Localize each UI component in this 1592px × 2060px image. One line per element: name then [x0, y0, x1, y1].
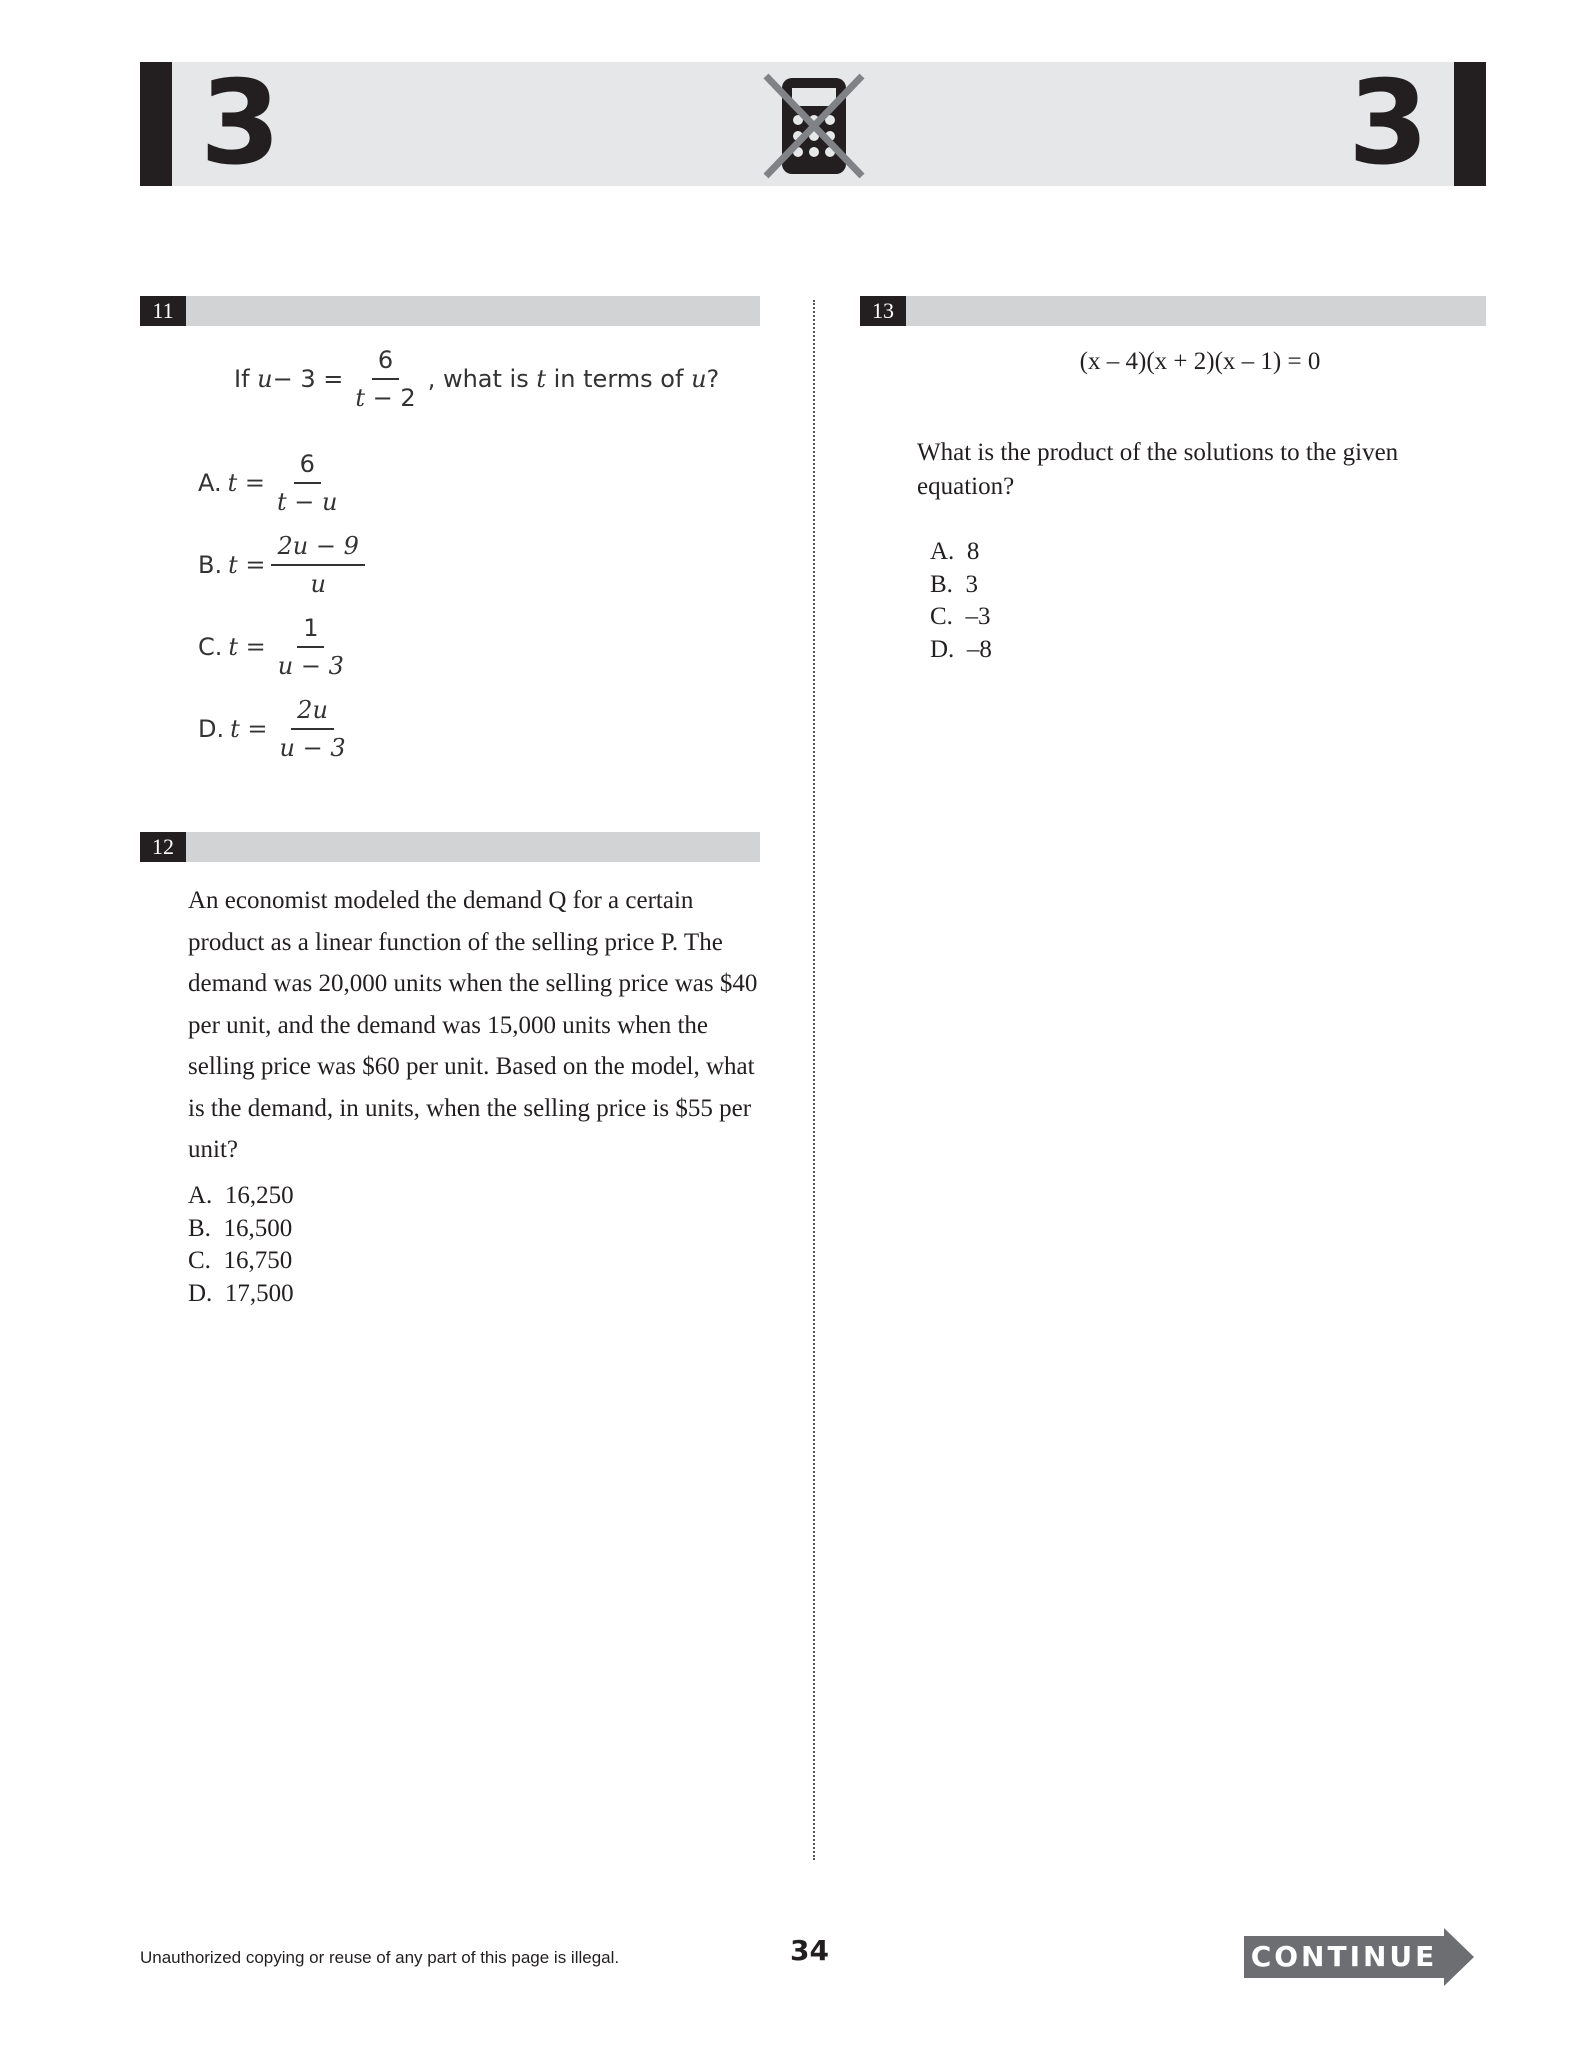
no-calculator-icon	[760, 72, 868, 180]
question-stem: If u − 3 = $\frac{6}{t - 2}$ , what is t in terms of u ?	[234, 346, 720, 412]
question-stem: What is the product of the solutions to the given equation?	[917, 439, 1399, 500]
copyright-notice: Unauthorized copying or reuse of any part of this page is illegal.	[140, 1948, 620, 1967]
stem-fraction: $\frac{6}{t - 2}$	[355, 346, 416, 412]
question-stem: An economist modeled the demand Q for a certain product as a linear function of the selling price P. The demand was 20,000 units when the selling price was $40 per unit, and the demand was 15,000 units when the selling price was $60 per unit. Based on the model, what is the demand, in units, when the selling price is $55 per unit?	[188, 887, 758, 1163]
answer-choice-b[interactable]: B. 16,500	[188, 1214, 293, 1242]
column-divider	[813, 300, 815, 1860]
section-number-right: 3	[1348, 56, 1429, 191]
page-number: 34	[790, 1934, 829, 1967]
answer-choice-a[interactable]: A. t = $\frac{6}{t - u}$	[198, 450, 338, 516]
answer-choice-c[interactable]: C. –3	[930, 603, 991, 630]
answer-choice-b[interactable]: B. t = $\frac{2u - 9}{u}$	[198, 532, 371, 598]
answer-choice-d[interactable]: D. 17,500	[188, 1279, 294, 1307]
continue-button-label[interactable]: CONTINUE	[1250, 1940, 1438, 1973]
question-number: 13	[860, 296, 906, 326]
answer-choices	[188, 1180, 294, 1310]
answer-choice-d[interactable]: D. t = $\frac{2u}{u - 3}$	[198, 696, 346, 762]
question-bar-12	[140, 832, 760, 862]
equation: (x – 4)(x + 2)(x – 1) = 0	[1079, 348, 1321, 375]
header-left-bar	[140, 62, 172, 186]
section-number-left: 3	[200, 56, 281, 191]
answer-choice-a[interactable]: A. 8	[930, 538, 980, 565]
question-number: 12	[140, 832, 186, 862]
header-right-bar	[1454, 62, 1486, 186]
question-number: 11	[140, 296, 186, 326]
question-bar-11	[140, 296, 760, 326]
answer-choice-b[interactable]: B. 3	[930, 570, 978, 598]
answer-choice-a[interactable]: A. 16,250	[188, 1182, 294, 1209]
question-bar-13	[860, 296, 1486, 326]
answer-choice-d[interactable]: D. –8	[930, 635, 992, 663]
answer-choices	[930, 536, 992, 666]
answer-choice-c[interactable]: C. 16,750	[188, 1247, 293, 1274]
answer-choice-c[interactable]: C. t = $\frac{1}{u - 3}$	[198, 614, 344, 680]
